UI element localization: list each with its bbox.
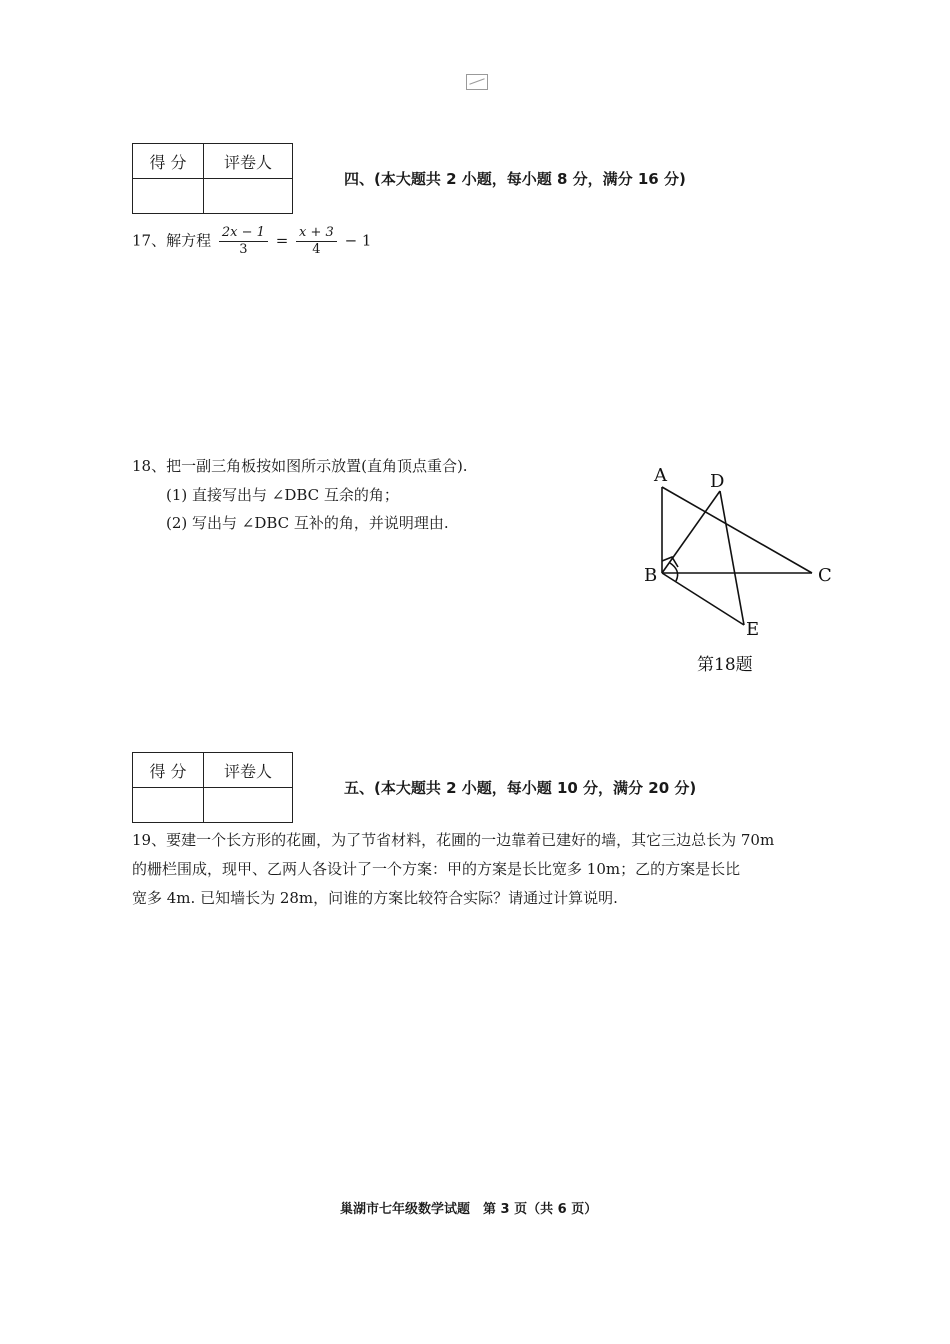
- q17-lhs-fraction: [219, 225, 268, 258]
- score-box-section4: [132, 143, 293, 214]
- q17-rhs-denominator: 4: [312, 242, 321, 257]
- q18-triangle-figure: [640, 455, 850, 685]
- label-a: A: [654, 465, 667, 486]
- q17-lhs-numerator: 2x − 1: [219, 225, 268, 242]
- segment-de: [720, 491, 744, 625]
- section4-title: 四、(本大题共 2 小题，每小题 8 分，满分 16 分): [344, 170, 686, 188]
- q17-rhs-numerator: x + 3: [296, 225, 337, 242]
- label-d: D: [710, 471, 725, 492]
- label-c: C: [818, 565, 832, 586]
- q17-equals: =: [275, 231, 289, 250]
- segment-be: [662, 573, 744, 625]
- q18-part1: (1) 直接写出与 ∠DBC 互余的角；: [166, 486, 399, 504]
- question-17: [132, 225, 371, 258]
- reviewer-cell[interactable]: [204, 179, 293, 214]
- section5-title: 五、(本大题共 2 小题，每小题 10 分，满分 20 分): [344, 779, 697, 797]
- score-box-section5: [132, 752, 293, 823]
- score-label: 得 分: [133, 753, 204, 788]
- figure-caption: 第18题: [697, 655, 753, 675]
- reviewer-label: 评卷人: [204, 144, 293, 179]
- score-cell[interactable]: [133, 179, 204, 214]
- label-e: E: [746, 619, 760, 640]
- reviewer-cell[interactable]: [204, 788, 293, 823]
- q19-line3: 宽多 4m. 已知墙长为 28m，问谁的方案比较符合实际？请通过计算说明.: [132, 889, 618, 907]
- q19-line2: 的栅栏围成，现甲、乙两人各设计了一个方案：甲的方案是长比宽多 10m；乙的方案是长比: [132, 860, 741, 878]
- q17-rhs-fraction: [296, 225, 337, 258]
- segment-ac: [662, 487, 812, 573]
- q18-stem: 18、把一副三角板按如图所示放置(直角顶点重合).: [132, 457, 468, 475]
- q17-prefix: 17、解方程: [132, 231, 212, 250]
- reviewer-label: 评卷人: [204, 753, 293, 788]
- q18-part2: (2) 写出与 ∠DBC 互补的角，并说明理由.: [166, 514, 449, 532]
- q19-line1: 19、要建一个长方形的花圃，为了节省材料，花圃的一边靠着已建好的墙，其它三边总长为 70m: [132, 831, 775, 849]
- page-footer: 巢湖市七年级数学试题 第 3 页（共 6 页）: [340, 1202, 598, 1217]
- question-19: [132, 826, 852, 913]
- score-label: 得 分: [133, 144, 204, 179]
- q17-tail: − 1: [344, 231, 372, 250]
- score-cell[interactable]: [133, 788, 204, 823]
- q17-lhs-denominator: 3: [239, 242, 248, 257]
- page-mark-icon: [466, 74, 488, 90]
- label-b: B: [644, 565, 658, 586]
